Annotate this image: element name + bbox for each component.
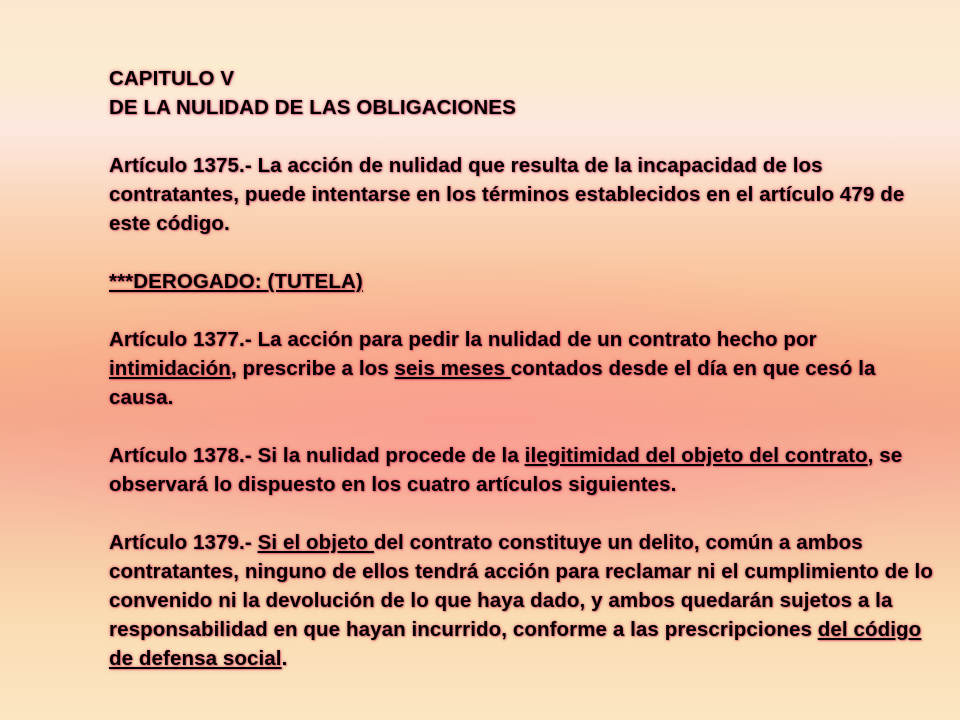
article-1375: Artículo 1375.- La acción de nulidad que resulta de la incapacidad de los contratantes, puede intentarse en los términos establecidos en el artículo 479 de este código.: [109, 154, 905, 235]
chapter-number: CAPITULO V: [109, 67, 235, 90]
article-1377: [109, 325, 939, 412]
underlined-codigo-defensa-social: del código de defensa social: [109, 618, 922, 670]
derogado-note: ***DEROGADO: (TUTELA): [109, 270, 363, 293]
underlined-ilegitimidad: ilegitimidad del objeto del contrato: [524, 444, 868, 467]
underlined-si-el-objeto: Si el objeto: [257, 531, 374, 554]
article-1377-text: contados desde el día en que cesó la causa.: [109, 357, 876, 409]
spacer: [109, 238, 939, 267]
spacer: [109, 499, 939, 528]
spacer: [109, 122, 939, 151]
spacer: [109, 412, 939, 441]
slide-text-body: [109, 64, 939, 673]
article-1379-text: del contrato constituye un delito, común a ambos contratantes, ninguno de ellos tendrá acción para reclamar ni el cumplimiento de lo convenido ni la devolución de lo que haya dado, y ambos quedarán sujetos a la responsabilidad en que hayan incurrido, conforme a las prescripciones: [109, 531, 933, 641]
article-1378-text: , se observará lo dispuesto en los cuatro artículos siguientes.: [109, 444, 903, 496]
article-1378: [109, 441, 939, 499]
underlined-seis-meses: seis meses: [394, 357, 511, 380]
chapter-title: DE LA NULIDAD DE LAS OBLIGACIONES: [109, 96, 516, 119]
article-1379-text: .: [281, 647, 288, 670]
article-1377-text: , prescribe a los: [230, 357, 395, 380]
underlined-intimidacion: intimidación: [109, 357, 231, 380]
article-1377-text: Artículo 1377.- La acción para pedir la nulidad de un contrato hecho por: [109, 328, 817, 351]
article-1378-text: Artículo 1378.- Si la nulidad procede de la: [109, 444, 525, 467]
article-1379: [109, 528, 939, 673]
article-1379-text: Artículo 1379.-: [109, 531, 258, 554]
spacer: [109, 296, 939, 325]
